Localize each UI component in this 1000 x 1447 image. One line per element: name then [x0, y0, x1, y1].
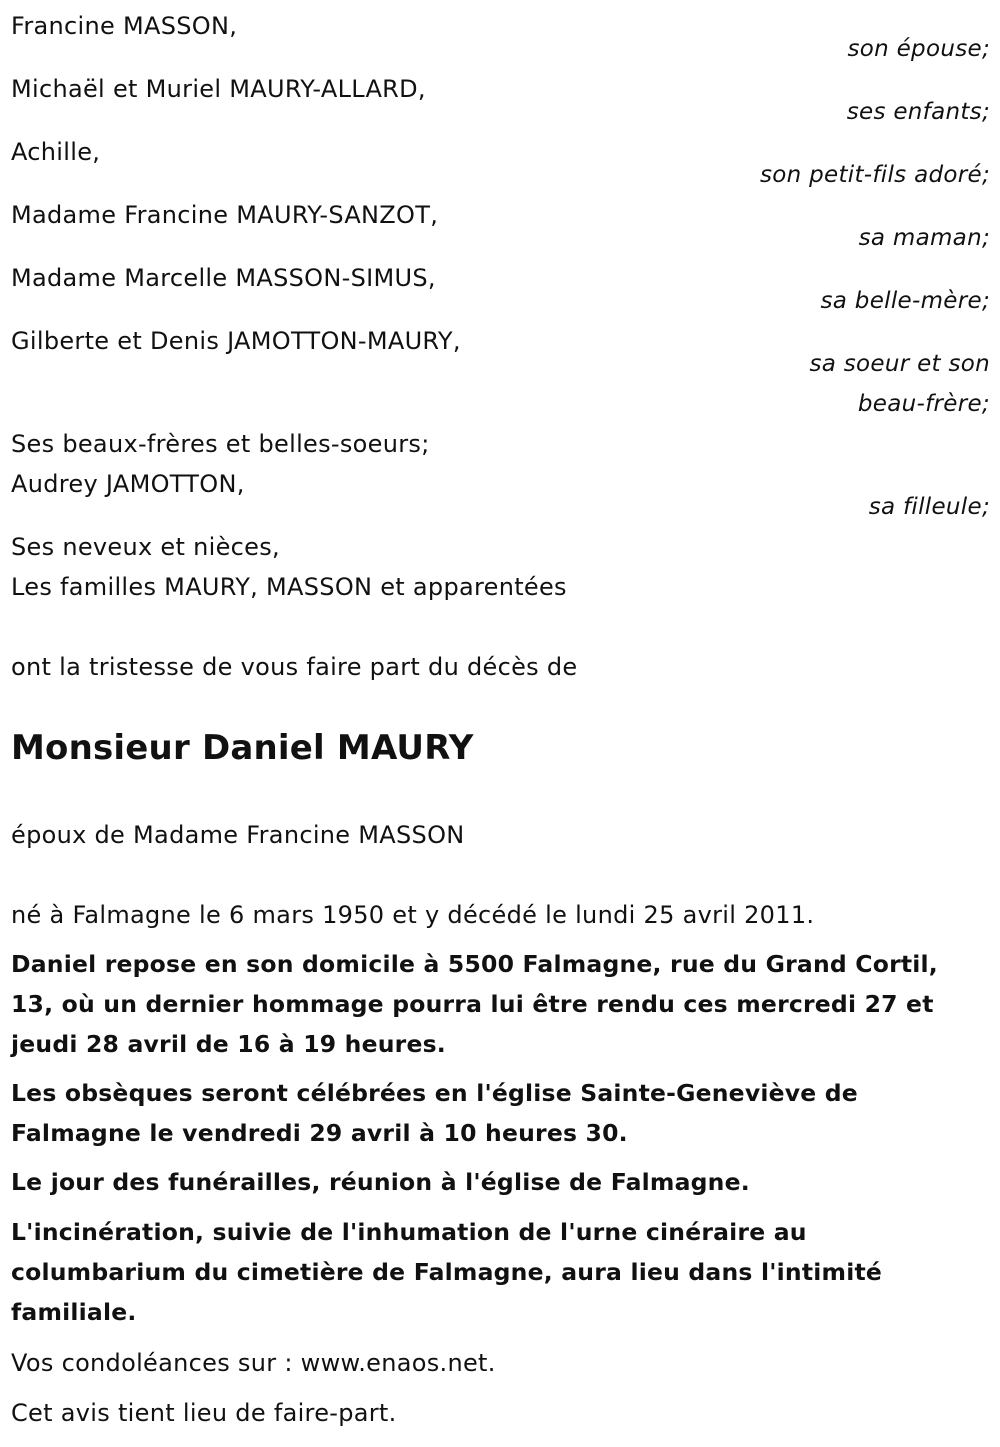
detail-paragraph-funeral: Les obsèques seront célébrées en l'église Sainte-Geneviève de Falmagne le vendredi 29 avril à 10 heures 30. [11, 1079, 858, 1147]
announcement-text: ont la tristesse de vous faire part du décès de [11, 653, 578, 681]
family-name-2: Achille, [11, 138, 101, 166]
condolences-line: Vos condoléances sur : www.enaos.net. [11, 1349, 496, 1377]
detail-paragraph-cremation: L'incinération, suivie de l'inhumation de l'urne cinéraire au columbarium du cimetière de Falmagne, aura lieu dans l'intimité familiale. [11, 1218, 883, 1326]
family-relation-5-line1: sa soeur et son [809, 351, 990, 377]
closing-line: Cet avis tient lieu de faire-part. [11, 1399, 397, 1427]
family-relation-0: son épouse; [847, 36, 990, 62]
family-name-5: Gilberte et Denis JAMOTTON-MAURY, [11, 327, 461, 355]
goddaughter-relation: sa filleule; [868, 494, 990, 520]
family-name-0: Francine MASSON, [11, 12, 238, 40]
family-relation-5-line2: beau-frère; [857, 391, 990, 417]
spouse-line: époux de Madame Francine MASSON [11, 821, 465, 849]
family-relation-4: sa belle-mère; [820, 288, 990, 314]
detail-paragraph-wake: Daniel repose en son domicile à 5500 Falmagne, rue du Grand Cortil, 13, où un dernier hommage pourra lui être rendu ces mercredi 27 et jeudi 28 avril de 16 à 19 heures. [11, 950, 938, 1058]
deceased-name: Monsieur Daniel MAURY [11, 728, 474, 768]
family-name-1: Michaël et Muriel MAURY-ALLARD, [11, 75, 426, 103]
birth-death-line: né à Falmagne le 6 mars 1950 et y décédé le lundi 25 avril 2011. [11, 901, 815, 929]
families-line: Les familles MAURY, MASSON et apparentées [11, 573, 567, 601]
nephews-line: Ses neveux et nièces, [11, 533, 280, 561]
family-relation-1: ses enfants; [846, 99, 990, 125]
family-relation-3: sa maman; [858, 225, 990, 251]
goddaughter-name: Audrey JAMOTTON, [11, 470, 245, 498]
family-name-4: Madame Marcelle MASSON-SIMUS, [11, 264, 436, 292]
family-name-3: Madame Francine MAURY-SANZOT, [11, 201, 439, 229]
detail-paragraph-meeting: Le jour des funérailles, réunion à l'église de Falmagne. [11, 1168, 750, 1196]
family-relation-2: son petit-fils adoré; [759, 162, 990, 188]
in-laws-line: Ses beaux-frères et belles-soeurs; [11, 430, 430, 458]
